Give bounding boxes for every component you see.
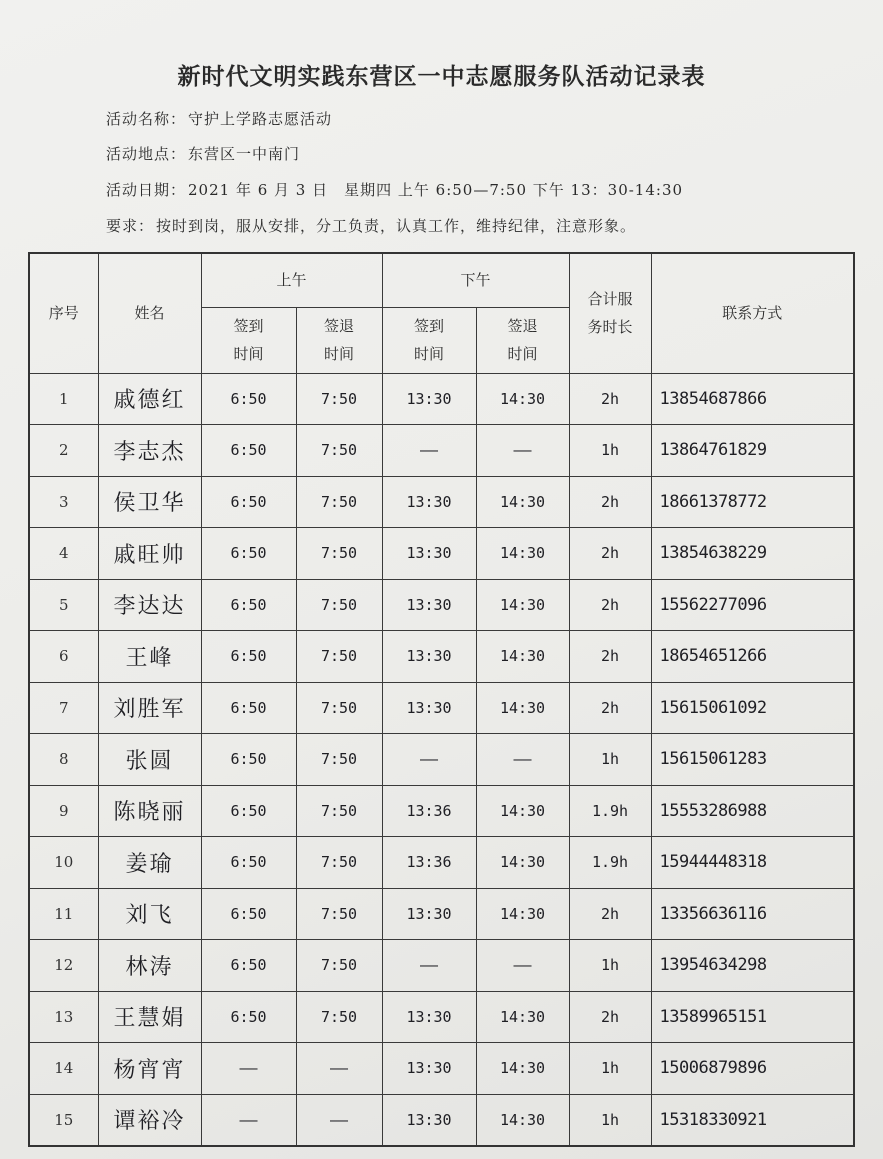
row-pm-sign-out: 14:30 [476,785,569,837]
row-am-sign-in: —— [201,1043,296,1095]
row-name: 戚德红 [98,373,201,425]
row-hours: 2h [569,888,651,940]
row-am-sign-in: 6:50 [201,785,296,837]
row-phone: 15006879896 [651,1043,854,1095]
row-am-sign-out: 7:50 [296,888,382,940]
row-name: 李达达 [98,579,201,631]
row-pm-sign-out: 14:30 [476,837,569,889]
row-index: 15 [29,1094,98,1146]
requirements-value: 按时到岗，服从安排，分工负责，认真工作，维持纪律，注意形象。 [156,217,637,235]
table-row [29,373,854,425]
row-pm-sign-in: 13:30 [382,373,476,425]
table-row [29,631,854,683]
row-pm-sign-out: 14:30 [476,476,569,528]
page-title: 新时代文明实践东营区一中志愿服务队活动记录表 [177,64,706,90]
row-index: 4 [29,528,98,580]
row-phone: 13854638229 [651,528,854,580]
table-row [29,1043,854,1095]
row-name: 张圆 [98,734,201,786]
row-phone: 15615061092 [651,682,854,734]
row-name: 陈晓丽 [98,785,201,837]
row-pm-sign-in: 13:30 [382,888,476,940]
date-line [106,179,683,200]
table-row [29,734,854,786]
header-am-sign-out [296,307,382,373]
row-hours: 1h [569,940,651,992]
location-label: 活动地点： [106,145,187,163]
row-pm-sign-in: 13:30 [382,631,476,683]
row-am-sign-out: 7:50 [296,682,382,734]
row-am-sign-in: 6:50 [201,837,296,889]
row-pm-sign-in: 13:30 [382,476,476,528]
row-pm-sign-out: —— [476,734,569,786]
header-hours-line1: 合计服 [587,290,633,309]
row-index: 1 [29,373,98,425]
row-phone: 13589965151 [651,991,854,1043]
row-name: 戚旺帅 [98,528,201,580]
row-index: 11 [29,888,98,940]
row-pm-sign-in: 13:30 [382,991,476,1043]
row-name: 李志杰 [98,425,201,477]
row-phone: 13954634298 [651,940,854,992]
header-pm-sign-in-line1: 签到 [414,317,445,335]
row-index: 8 [29,734,98,786]
row-index: 10 [29,837,98,889]
row-hours: 1h [569,734,651,786]
row-phone: 18661378772 [651,476,854,528]
row-am-sign-out: 7:50 [296,837,382,889]
requirements-line [106,215,636,236]
row-am-sign-out: 7:50 [296,631,382,683]
row-am-sign-out: 7:50 [296,528,382,580]
row-index: 6 [29,631,98,683]
row-am-sign-out: 7:50 [296,940,382,992]
header-contact: 联系方式 [651,253,854,373]
row-pm-sign-out: 14:30 [476,888,569,940]
row-am-sign-out: 7:50 [296,991,382,1043]
header-hours-line2: 务时长 [587,318,633,337]
row-pm-sign-in: —— [382,734,476,786]
row-am-sign-out: 7:50 [296,425,382,477]
row-pm-sign-in: 13:36 [382,785,476,837]
header-pm-sign-out-line1: 签退 [507,317,538,335]
row-index: 2 [29,425,98,477]
row-pm-sign-out: 14:30 [476,682,569,734]
row-name: 谭裕冷 [98,1094,201,1146]
row-pm-sign-out: 14:30 [476,528,569,580]
row-phone: 13864761829 [651,425,854,477]
table-row [29,528,854,580]
row-hours: 2h [569,991,651,1043]
row-name: 姜瑜 [98,837,201,889]
header-am-sign-in-line1: 签到 [233,317,264,335]
row-pm-sign-out: 14:30 [476,991,569,1043]
row-am-sign-in: —— [201,1094,296,1146]
row-pm-sign-out: 14:30 [476,579,569,631]
row-phone: 15944448318 [651,837,854,889]
row-hours: 2h [569,528,651,580]
location-line [106,143,300,164]
row-pm-sign-out: —— [476,940,569,992]
row-pm-sign-in: —— [382,940,476,992]
header-am-sign-out-line1: 签退 [324,317,355,335]
table-row [29,476,854,528]
date-label: 活动日期： [106,181,187,199]
row-am-sign-in: 6:50 [201,476,296,528]
row-name: 杨宵宵 [98,1043,201,1095]
row-name: 林涛 [98,940,201,992]
row-name: 刘飞 [98,888,201,940]
row-hours: 1h [569,1094,651,1146]
table-row [29,682,854,734]
header-pm-sign-in [382,307,476,373]
activity-name-value: 守护上学路志愿活动 [188,110,333,128]
row-index: 3 [29,476,98,528]
table-row [29,991,854,1043]
row-hours: 2h [569,631,651,683]
row-am-sign-in: 6:50 [201,991,296,1043]
header-name: 姓名 [98,253,201,373]
row-am-sign-in: 6:50 [201,373,296,425]
row-pm-sign-in: 13:30 [382,1043,476,1095]
date-value: 2021 年 6 月 3 日 星期四 上午 6:50—7:50 下午 13：30-14:30 [188,181,684,199]
row-index: 14 [29,1043,98,1095]
requirements-label: 要求： [106,217,155,235]
row-index: 9 [29,785,98,837]
row-am-sign-in: 6:50 [201,425,296,477]
row-pm-sign-in: 13:30 [382,682,476,734]
row-hours: 2h [569,682,651,734]
row-phone: 15318330921 [651,1094,854,1146]
record-table [28,252,855,1147]
row-am-sign-in: 6:50 [201,940,296,992]
row-am-sign-in: 6:50 [201,528,296,580]
row-am-sign-in: 6:50 [201,734,296,786]
row-phone: 18654651266 [651,631,854,683]
table-row [29,888,854,940]
row-name: 王峰 [98,631,201,683]
row-am-sign-in: 6:50 [201,631,296,683]
header-pm-sign-out [476,307,569,373]
header-am-sign-in [201,307,296,373]
row-pm-sign-out: —— [476,425,569,477]
row-name: 王慧娟 [98,991,201,1043]
row-pm-sign-out: 14:30 [476,631,569,683]
activity-name-line [106,108,332,129]
row-name: 侯卫华 [98,476,201,528]
row-index: 5 [29,579,98,631]
table-row [29,837,854,889]
row-am-sign-in: 6:50 [201,579,296,631]
header-pm-sign-out-line2: 时间 [507,345,538,363]
table-row [29,940,854,992]
row-am-sign-out: 7:50 [296,373,382,425]
row-hours: 2h [569,476,651,528]
row-index: 7 [29,682,98,734]
row-name: 刘胜军 [98,682,201,734]
row-phone: 13854687866 [651,373,854,425]
activity-name-label: 活动名称： [106,110,187,128]
table-row [29,425,854,477]
header-morning: 上午 [201,253,382,307]
location-value: 东营区一中南门 [188,145,301,163]
header-index: 序号 [29,253,98,373]
row-pm-sign-out: 14:30 [476,1094,569,1146]
row-am-sign-out: 7:50 [296,734,382,786]
row-hours: 2h [569,579,651,631]
table-row [29,579,854,631]
row-index: 12 [29,940,98,992]
row-phone: 15553286988 [651,785,854,837]
row-am-sign-out: 7:50 [296,785,382,837]
header-pm-sign-in-line2: 时间 [414,345,445,363]
row-pm-sign-out: 14:30 [476,373,569,425]
table-row [29,1094,854,1146]
row-hours: 1.9h [569,837,651,889]
row-index: 13 [29,991,98,1043]
row-phone: 15562277096 [651,579,854,631]
row-am-sign-out: —— [296,1043,382,1095]
row-pm-sign-out: 14:30 [476,1043,569,1095]
row-am-sign-out: 7:50 [296,476,382,528]
row-am-sign-out: —— [296,1094,382,1146]
header-afternoon: 下午 [382,253,569,307]
row-phone: 13356636116 [651,888,854,940]
row-hours: 1h [569,1043,651,1095]
table-row [29,785,854,837]
row-pm-sign-in: 13:30 [382,1094,476,1146]
header-am-sign-in-line2: 时间 [233,345,264,363]
row-am-sign-in: 6:50 [201,682,296,734]
header-am-sign-out-line2: 时间 [324,345,355,363]
row-pm-sign-in: 13:36 [382,837,476,889]
row-am-sign-in: 6:50 [201,888,296,940]
row-hours: 1h [569,425,651,477]
row-pm-sign-in: 13:30 [382,528,476,580]
row-pm-sign-in: —— [382,425,476,477]
row-am-sign-out: 7:50 [296,579,382,631]
header-hours [569,253,651,373]
row-pm-sign-in: 13:30 [382,579,476,631]
row-phone: 15615061283 [651,734,854,786]
row-hours: 1.9h [569,785,651,837]
row-hours: 2h [569,373,651,425]
